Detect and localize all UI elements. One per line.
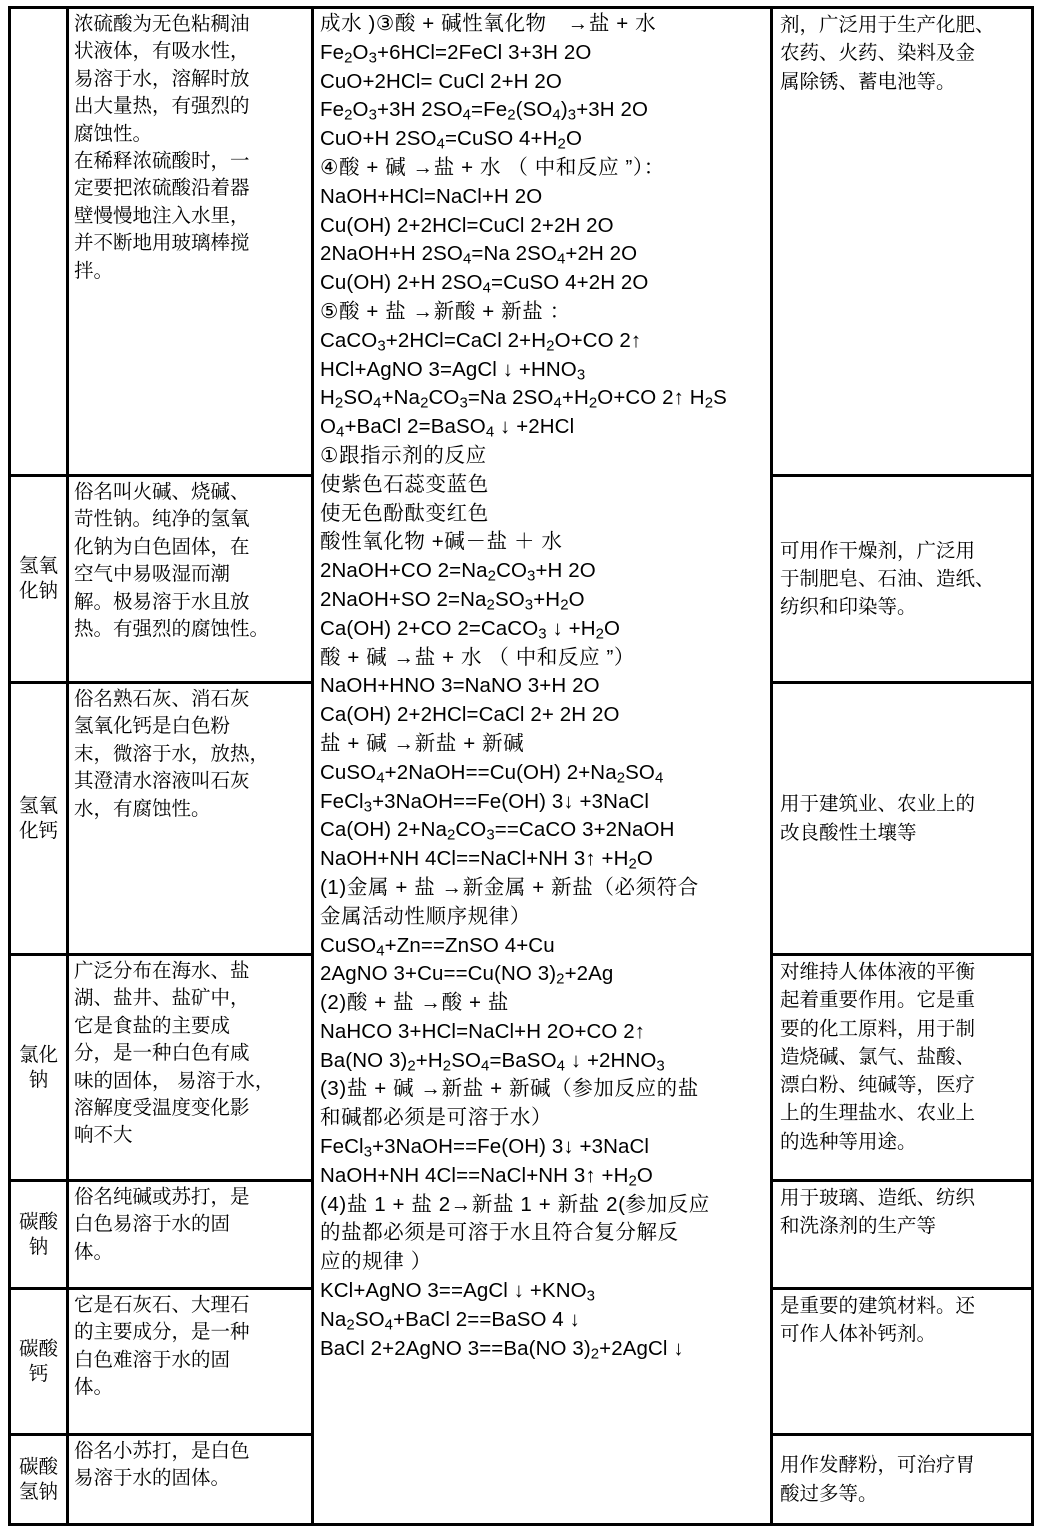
desc-line: 它是食盐的主要成 (74, 1014, 231, 1037)
reaction-line: (3)盐 + 碱 →新盐 + 新碱（参加反应的盐 (320, 1077, 699, 1101)
use-line: 要的化工原料，用于制 (780, 1017, 976, 1040)
desc-line: 溶解度受温度变化影 (74, 1096, 250, 1119)
desc-line: 苛性钠。纯净的氢氧 (74, 508, 250, 531)
desc-line: 状液体，有吸水性， (74, 40, 250, 63)
chemistry-properties-table (8, 6, 1034, 1526)
name-cell-sodium-chloride (11, 956, 66, 1182)
uses-cell-sodium-bicarbonate (773, 1436, 1031, 1523)
description-cell-sodium-bicarbonate (69, 1436, 311, 1523)
use-line: 酸过多等。 (780, 1482, 878, 1505)
use-line: 起着重要作用。它是重 (780, 989, 976, 1012)
desc-line: 俗名小苏打，是白色 (74, 1440, 250, 1462)
use-line: 农药、火药、染料及金 (780, 42, 976, 65)
reaction-line: Ca(OH) $2+Na_2CO_3==CaCO$ 3+2NaOH (320, 818, 675, 844)
reaction-line: Ca(OH) 2+CO 2=CaCO$_3$ ↓ $+H_2O$ (320, 616, 621, 643)
reaction-line: 应的规律 ） (320, 1250, 432, 1274)
reaction-line: (2)酸 + 盐 →酸 + 盐 (320, 991, 509, 1015)
description-cell-calcium-carbonate (69, 1290, 311, 1436)
reaction-line: HCl+AgNO 3=AgCl ↓ $+HNO_3$ (320, 357, 586, 383)
reaction-line: CuSO$_4$+Zn==ZnSO 4+Cu (320, 933, 555, 959)
name-cell-sodium-bicarbonate (11, 1436, 66, 1523)
desc-line: 易溶于水的固体。 (74, 1467, 231, 1490)
reaction-line: 2AgNO 3+Cu==Cu(NO $3)_2+2Ag$ (320, 962, 614, 988)
desc-line: 浓硫酸为无色粘稠油 (74, 13, 250, 35)
reaction-line: $H_2SO_4+Na_2CO_3=Na$ $2SO_4+H_2O+CO$ 2↑ $H_2S$ (320, 386, 727, 412)
reaction-line: NaOH+HNO 3=NaNO 3+H 2O (320, 674, 600, 698)
use-line: 可用作干燥剂，广泛用 (780, 539, 976, 562)
desc-line: 热。有强烈的腐蚀性。 (74, 617, 270, 640)
reaction-line: $O_4+BaCl$ 2=BaSO$_4$ ↓ +2HCl (320, 415, 575, 441)
reaction-line: Ba(NO $3)_2+H_2SO_4=BaSO_4$ ↓ $+2HNO_3$ (320, 1048, 665, 1074)
reaction-line: ⑤酸 + 盐 →新酸 + 新盐 ： (320, 299, 571, 323)
reaction-line: 使无色酚酞变红色 (320, 501, 489, 525)
reaction-line: Cu(OH) 2+2HCl=CuCl 2+2H 2O (320, 213, 614, 237)
use-line: 是重要的建筑材料。还 (780, 1295, 976, 1317)
use-line: 于制肥皂、石油、造纸、 (780, 567, 995, 590)
reaction-line: CaCO$_3$+2HCl=CaCl $2+H_2O+CO$ 2↑ (320, 328, 642, 355)
desc-line: 白色难溶于水的固 (74, 1348, 231, 1371)
reaction-line: NaOH+NH 4Cl==NaCl+NH 3↑ $+H_2O$ (320, 847, 653, 873)
use-line: 上的生理盐水、农业上 (780, 1102, 976, 1125)
name-line: 钠 (28, 1235, 49, 1258)
uses-cell-sulfuric-acid (773, 9, 1031, 477)
use-line: 剂，广泛用于生产化肥、 (780, 14, 995, 36)
desc-line: 拌。 (74, 259, 114, 282)
reaction-line: ①跟指示剂的反应 (320, 443, 487, 467)
reaction-line: 和碱都必须是可溶于水） (320, 1106, 553, 1130)
column-uses (773, 9, 1031, 1523)
desc-line: 化钠为白色固体，在 (74, 535, 250, 558)
use-line: 纺织和印染等。 (780, 596, 917, 619)
use-line: 漂白粉、纯碱等，医疗 (780, 1074, 976, 1097)
desc-line: 的主要成分，是一种 (74, 1321, 250, 1344)
reaction-line: KCl+AgNO 3==AgCl ↓ $+KNO_3$ (320, 1279, 596, 1305)
reaction-line: 盐 + 碱 →新盐 + 新碱 (320, 731, 525, 755)
name-cell-sodium-hydroxide (11, 477, 66, 684)
reaction-line: NaOH+NH 4Cl==NaCl+NH 3↑ $+H_2O$ (320, 1163, 653, 1190)
name-line: 化钙 (18, 819, 58, 842)
desc-line: 并不断地用玻璃棒搅 (74, 232, 250, 255)
reaction-line: (1)金属 + 盐 →新金属 + 新盐（必须符合 (320, 875, 699, 899)
reaction-line: Cu(OH) 2+H $2SO_4=CuSO$ 4+2H 2O (320, 271, 649, 297)
name-cell-calcium-hydroxide (11, 684, 66, 956)
name-line: 钠 (28, 1068, 49, 1091)
desc-line: 俗名熟石灰、消石灰 (74, 688, 250, 710)
reaction-line: ④酸 + 碱 →盐 + 水 （ 中和反应 ”）： (320, 155, 665, 179)
desc-line: 广泛分布在海水、盐 (74, 960, 250, 982)
desc-line: 它是石灰石、大理石 (74, 1294, 250, 1316)
reaction-line: NaOH+HCl=NaCl+H 2O (320, 184, 543, 208)
description-cell-sulfuric-acid (69, 9, 311, 477)
desc-line: 解。极易溶于水且放 (74, 590, 250, 613)
reaction-line: 酸性氧化物 +碱－盐 ＋ 水 (320, 530, 563, 554)
desc-line: 出大量热，有强烈的 (74, 95, 250, 118)
reaction-line: $Na_2SO_4+BaCl$ 2==BaSO 4 ↓ (320, 1307, 580, 1334)
desc-line: 响不大 (74, 1124, 133, 1147)
reaction-line: $Fe_2O_3+3H$ $2SO_4=Fe_2(SO_4)_3+3H$ 2O (320, 98, 649, 124)
description-cell-sodium-chloride (69, 956, 311, 1182)
desc-line: 其澄清水溶液叫石灰 (74, 770, 250, 793)
name-line: 碳酸 (18, 1455, 58, 1478)
use-line: 的选种等用途。 (780, 1130, 917, 1153)
name-line: 氢氧 (18, 555, 58, 578)
use-line: 和洗涤剂的生产等 (780, 1215, 937, 1238)
reaction-line: Ca(OH) 2+2HCl=CaCl 2+ 2H 2O (320, 703, 620, 727)
uses-cell-sodium-carbonate (773, 1182, 1031, 1290)
use-line: 属除锈、蓄电池等。 (780, 70, 956, 93)
reaction-line: 酸 + 碱 →盐 + 水 （ 中和反应 ”） (320, 645, 636, 669)
desc-line: 腐蚀性。 (74, 122, 153, 145)
reaction-line: 的盐都必须是可溶于水且符合复分解反 (320, 1221, 679, 1245)
name-cell-sodium-carbonate (11, 1182, 66, 1290)
desc-line: 湖、盐井、盐矿中， (74, 987, 250, 1010)
reaction-line: (4)盐 1 + 盐 2→新盐 1 + 新盐 2(参加反应 (320, 1192, 710, 1216)
use-line: 用作发酵粉，可治疗胃 (780, 1454, 976, 1477)
reaction-line: NaHCO 3+HCl=NaCl+H 2O+CO 2↑ (320, 1019, 646, 1043)
desc-line: 空气中易吸湿而潮 (74, 563, 231, 586)
desc-line: 俗名纯碱或苏打，是 (74, 1186, 250, 1208)
column-substance-names (11, 9, 69, 1523)
name-cell-calcium-carbonate (11, 1290, 66, 1436)
desc-line: 白色易溶于水的固 (74, 1213, 231, 1236)
use-line: 用于玻璃、造纸、纺织 (780, 1187, 976, 1209)
reaction-line: 金属活动性顺序规律） (320, 904, 531, 928)
reaction-line: 成水 )③酸 + 碱性氧化物 →盐 + 水 (320, 12, 657, 35)
reaction-line: FeCl$_3$+3NaOH==Fe(OH) 3↓ +3NaCl (320, 789, 650, 815)
use-line: 可作人体补钙剂。 (780, 1323, 937, 1346)
reaction-line: 2NaOH+H $2SO_4=Na$ $2SO_4+2H$ 2O (320, 242, 638, 268)
desc-line: 在稀释浓硫酸时，一 (74, 149, 250, 172)
uses-cell-sodium-chloride (773, 956, 1031, 1182)
uses-cell-calcium-carbonate (773, 1290, 1031, 1436)
desc-line: 末，微溶于水，放热， (74, 742, 270, 765)
desc-line: 壁慢慢地注入水里， (74, 204, 250, 227)
desc-line: 分，是一种白色有咸 (74, 1042, 250, 1065)
reaction-line: CuO+2HCl= CuCl 2+H 2O (320, 69, 562, 93)
reaction-line: CuSO$_4$+2NaOH==Cu(OH) $2+Na_2SO_4$ (320, 760, 664, 786)
description-cell-calcium-hydroxide (69, 684, 311, 956)
name-cell-row-1 (11, 9, 66, 477)
desc-line: 体。 (74, 1376, 114, 1399)
reaction-line: 2NaOH+CO $2=Na_2CO_3+H$ 2O (320, 559, 596, 585)
description-cell-sodium-carbonate (69, 1182, 311, 1290)
column-descriptions (69, 9, 314, 1523)
reaction-line: 使紫色石蕊变蓝色 (320, 472, 489, 496)
desc-line: 味的固体， 易溶于水， (74, 1069, 275, 1092)
reaction-line: BaCl 2+2AgNO 3==Ba(NO $3)_2+2AgCl$ ↓ (320, 1336, 684, 1362)
desc-line: 水，有腐蚀性。 (74, 797, 211, 820)
use-line: 造烧碱、氯气、盐酸、 (780, 1045, 976, 1068)
reaction-line: FeCl$_3$+3NaOH==Fe(OH) 3↓ +3NaCl (320, 1135, 650, 1161)
uses-cell-sodium-hydroxide (773, 477, 1031, 684)
desc-line: 俗名叫火碱、烧碱、 (74, 481, 250, 503)
name-line: 氯化 (18, 1043, 58, 1066)
reaction-line: CuO+H $2SO_4=CuSO$ $4+H_2O$ (320, 127, 583, 153)
name-line: 氢钠 (18, 1480, 58, 1503)
desc-line: 氢氧化钙是白色粉 (74, 715, 231, 738)
name-line: 钙 (28, 1362, 49, 1385)
desc-line: 定要把浓硫酸沿着器 (74, 177, 250, 200)
name-line: 碳酸 (18, 1210, 58, 1233)
reaction-line: $Fe_2O_3+6HCl=2FeCl$ 3+3H 2O (320, 40, 592, 67)
description-cell-sodium-hydroxide (69, 477, 311, 684)
name-line: 化钠 (18, 580, 58, 602)
use-line: 对维持人体体液的平衡 (780, 961, 976, 983)
name-line: 碳酸 (18, 1337, 58, 1360)
use-line: 用于建筑业、农业上的 (780, 793, 976, 816)
desc-line: 体。 (74, 1240, 114, 1263)
column-chemical-reactions (314, 9, 773, 1523)
reaction-line: 2NaOH+SO $2=Na_2SO_3+H_2O$ (320, 587, 585, 614)
name-line: 氢氧 (18, 794, 58, 817)
use-line: 改良酸性土壤等 (780, 821, 917, 844)
uses-cell-calcium-hydroxide (773, 684, 1031, 956)
desc-line: 易溶于水，溶解时放 (74, 67, 250, 90)
